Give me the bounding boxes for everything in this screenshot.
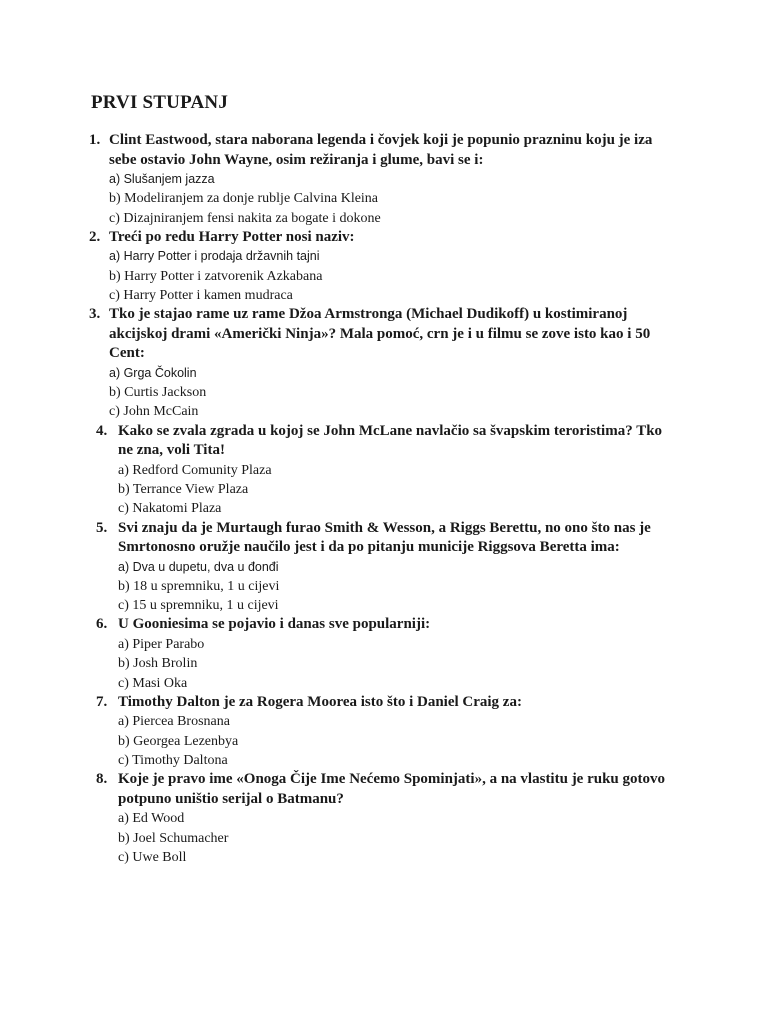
answer-option: a) Harry Potter i prodaja državnih tajni xyxy=(109,249,320,264)
question-number: 3. xyxy=(89,306,101,323)
answer-option: c) Nakatomi Plaza xyxy=(118,501,222,517)
answer-option: b) Harry Potter i zatvorenik Azkabana xyxy=(109,268,323,284)
question-item xyxy=(0,422,768,519)
answer-option: b) Georgea Lezenbya xyxy=(118,733,239,749)
answer-option: c) Masi Oka xyxy=(118,675,188,691)
answer-list xyxy=(109,364,680,422)
page-title: PRVI STUPANJ xyxy=(91,92,229,113)
question-text: Tko je stajao rame uz rame Džoa Armstronga (Michael Dudikoff) u kostimiranoj akcijskoj drami «Američki Ninja»? Mala pomoć, crn je i u filmu se zove isto kao i 50 Cent: xyxy=(109,306,651,362)
answer-option: c) Harry Potter i kamen mudraca xyxy=(109,287,293,303)
question-number: 1. xyxy=(89,132,101,148)
question-text: Clint Eastwood, stara naborana legenda i čovjek koji je popunio prazninu koju je iza sebe ostavio John Wayne, osim režiranja i glume, bavi se i: xyxy=(109,132,653,168)
question-item xyxy=(0,770,768,867)
question-item xyxy=(0,228,768,305)
answer-option: b) Terrance View Plaza xyxy=(118,481,249,497)
question-list xyxy=(0,131,768,867)
answer-option: a) Ed Wood xyxy=(118,811,185,827)
question-text: Treći po redu Harry Potter nosi naziv: xyxy=(109,228,355,245)
question-number: 4. xyxy=(96,422,108,439)
question-number: 8. xyxy=(96,771,108,788)
question-item xyxy=(0,693,768,770)
question-number: 7. xyxy=(96,693,108,710)
answer-option: b) Curtis Jackson xyxy=(109,385,207,401)
question-number: 5. xyxy=(96,519,108,536)
answer-option: c) Dizajniranjem fensi nakita za bogate i dokone xyxy=(109,210,381,226)
question-text: U Gooniesima se pojavio i danas sve popularniji: xyxy=(118,616,431,633)
answer-option: a) Grga Čokolin xyxy=(109,365,197,380)
answer-option: a) Redford Comunity Plaza xyxy=(118,462,272,478)
answer-list xyxy=(109,247,680,305)
question-text: Kako se zvala zgrada u kojoj se John McLane navlačio sa švapskim teroristima? Tko ne zna, voli Tita! xyxy=(118,422,663,459)
answer-option: a) Piercea Brosnana xyxy=(118,714,230,730)
question-text: Svi znaju da je Murtaugh furao Smith & Wesson, a Riggs Berettu, no ono što nas je Smrtonosno oružje naučilo jest i da po pitanju municije Riggsova Beretta ima: xyxy=(118,519,651,556)
answer-option: c) Timothy Daltona xyxy=(118,752,228,768)
question-number: 6. xyxy=(96,616,108,633)
answer-option: c) Uwe Boll xyxy=(118,849,187,865)
answer-option: c) John McCain xyxy=(109,404,199,420)
answer-list xyxy=(118,809,680,867)
answer-list xyxy=(118,635,680,693)
answer-option: c) 15 u spremniku, 1 u cijevi xyxy=(118,598,279,614)
question-item xyxy=(0,305,768,421)
answer-list xyxy=(118,558,680,616)
answer-option: b) Josh Brolin xyxy=(118,656,198,672)
answer-list xyxy=(118,461,680,519)
question-item xyxy=(0,131,768,228)
question-item xyxy=(0,615,768,692)
answer-list xyxy=(109,170,680,228)
answer-list xyxy=(118,712,680,770)
answer-option: a) Slušanjem jazza xyxy=(109,172,215,186)
answer-option: b) Modeliranjem za donje rublje Calvina Kleina xyxy=(109,191,379,207)
answer-option: b) Joel Schumacher xyxy=(118,830,229,846)
question-number: 2. xyxy=(89,228,101,245)
answer-option: a) Dva u dupetu, dva u đonđi xyxy=(118,559,279,574)
question-text: Timothy Dalton je za Rogera Moorea isto što i Daniel Craig za: xyxy=(118,693,522,710)
question-text: Koje je pravo ime «Onoga Čije Ime Nećemo Spominjati», a na vlastitu je ruku gotovo potpuno uništio serijal o Batmanu? xyxy=(118,771,666,807)
answer-option: b) 18 u spremniku, 1 u cijevi xyxy=(118,578,280,594)
answer-option: a) Piper Parabo xyxy=(118,636,205,652)
question-item xyxy=(0,519,768,616)
